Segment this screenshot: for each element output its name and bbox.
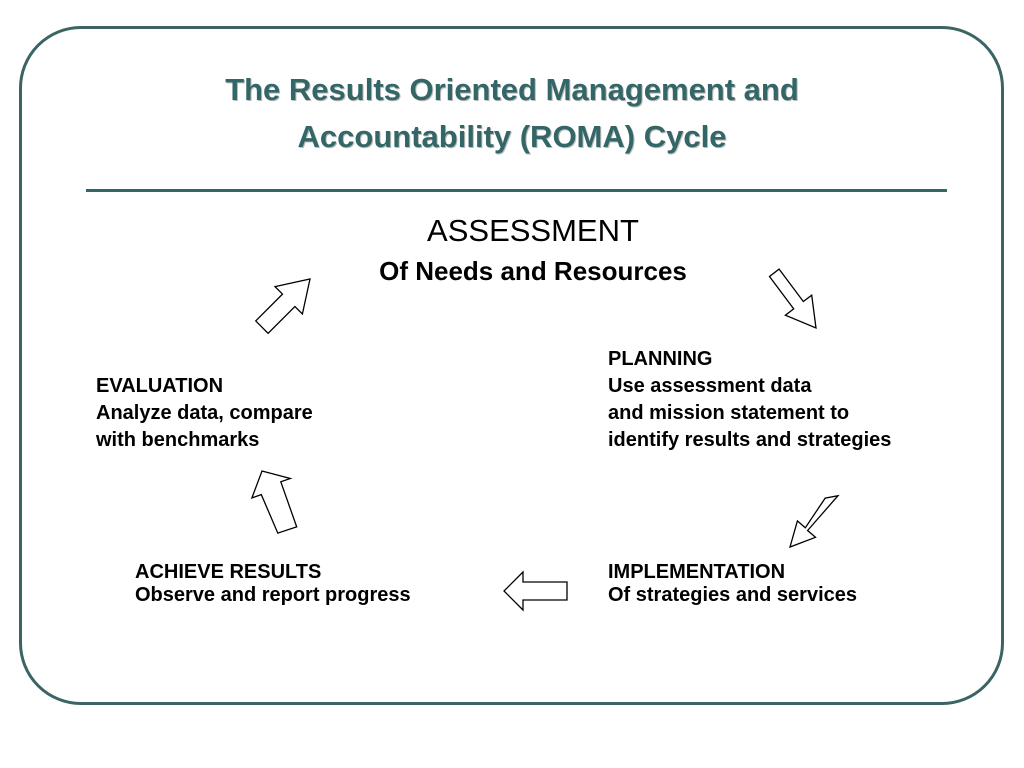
implementation-line-1: Of strategies and services xyxy=(608,584,858,606)
achieve-results-heading: ACHIEVE RESULTS xyxy=(135,561,322,583)
planning-block xyxy=(608,346,891,454)
achieve-results-block xyxy=(135,561,411,607)
evaluation-line-1: Analyze data, compare xyxy=(96,402,313,424)
planning-line-1: Use assessment data xyxy=(608,375,812,397)
assessment-heading: ASSESSMENT xyxy=(427,213,639,248)
evaluation-heading: EVALUATION xyxy=(96,375,224,397)
evaluation-block xyxy=(96,373,313,454)
title-line-1: The Results Oriented Management and xyxy=(225,72,799,107)
title-divider xyxy=(86,189,947,192)
slide-title xyxy=(0,66,1024,160)
evaluation-line-2: with benchmarks xyxy=(96,429,260,451)
achieve-results-line-1: Observe and report progress xyxy=(135,584,411,606)
title-line-2: Accountability (ROMA) Cycle xyxy=(297,119,727,154)
planning-heading: PLANNING xyxy=(608,348,713,370)
planning-line-3: identify results and strategies xyxy=(608,429,892,451)
assessment-subheading: Of Needs and Resources xyxy=(379,256,687,286)
implementation-heading: IMPLEMENTATION xyxy=(608,561,786,583)
planning-line-2: and mission statement to xyxy=(608,402,850,424)
implementation-block xyxy=(608,561,857,607)
